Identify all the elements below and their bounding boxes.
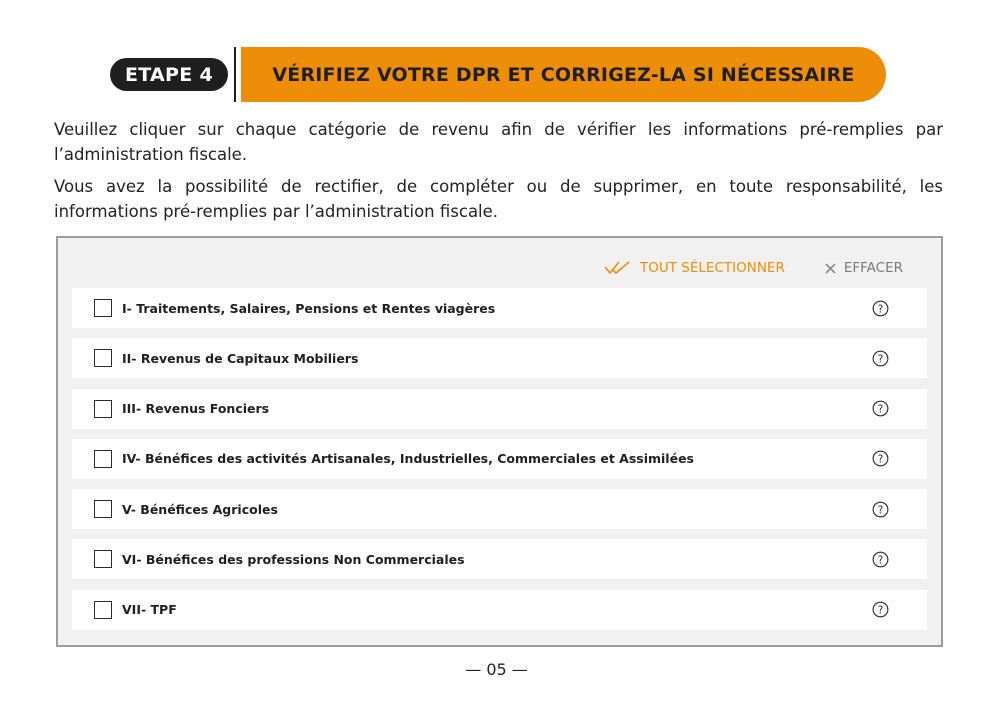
selection-toolbar [604, 258, 903, 278]
select-all-label: TOUT SÉLECTIONNER [640, 260, 785, 276]
category-row[interactable] [72, 439, 927, 479]
svg-text:?: ? [877, 353, 884, 366]
intro-paragraph-2: Vous avez la possibilité de rectifier, de compléter ou de supprimer, en toute responsabilité, les informations pré-remplies par l’administration fiscale. [54, 177, 943, 221]
clear-label: EFFACER [843, 260, 903, 276]
svg-text:?: ? [877, 503, 884, 516]
category-label: VII- TPF [122, 602, 177, 618]
svg-text:?: ? [877, 302, 884, 315]
help-icon[interactable] [872, 350, 889, 367]
category-label: IV- Bénéfices des activités Artisanales, Industrielles, Commerciales et Assimilées [122, 451, 694, 467]
category-checkbox[interactable] [94, 500, 112, 518]
income-category-panel [56, 236, 943, 647]
category-row[interactable] [72, 539, 927, 579]
step-badge: ETAPE 4 [110, 58, 228, 91]
category-checkbox[interactable] [94, 450, 112, 468]
help-icon[interactable] [872, 551, 889, 568]
close-icon [825, 263, 836, 274]
category-checkbox[interactable] [94, 601, 112, 619]
help-icon[interactable] [872, 400, 889, 417]
category-row[interactable] [72, 389, 927, 429]
category-label: II- Revenus de Capitaux Mobiliers [122, 350, 359, 366]
svg-text:?: ? [877, 453, 884, 466]
category-row[interactable] [72, 288, 927, 328]
double-check-icon [604, 261, 630, 275]
category-row[interactable] [72, 489, 927, 529]
category-label: VI- Bénéfices des professions Non Commerciales [122, 551, 465, 567]
category-label: I- Traitements, Salaires, Pensions et Rentes viagères [122, 300, 496, 316]
category-row[interactable] [72, 590, 927, 630]
category-checkbox[interactable] [94, 299, 112, 317]
category-checkbox[interactable] [94, 400, 112, 418]
help-icon[interactable] [872, 601, 889, 618]
header-divider [234, 47, 236, 102]
svg-text:?: ? [877, 604, 884, 617]
category-label: III- Revenus Fonciers [122, 401, 270, 417]
help-icon[interactable] [872, 501, 889, 518]
clear-button[interactable] [825, 260, 903, 276]
category-label: V- Bénéfices Agricoles [122, 501, 278, 517]
category-checkbox[interactable] [94, 550, 112, 568]
page-number: — 05 — [465, 660, 528, 679]
step-header [110, 47, 886, 102]
category-list [72, 288, 927, 640]
help-icon[interactable] [872, 450, 889, 467]
svg-text:?: ? [877, 554, 884, 567]
step-title: VÉRIFIEZ VOTRE DPR ET CORRIGEZ-LA SI NÉCESSAIRE [241, 47, 886, 102]
category-checkbox[interactable] [94, 349, 112, 367]
category-row[interactable] [72, 338, 927, 378]
svg-text:?: ? [877, 403, 884, 416]
intro-paragraph-1: Veuillez cliquer sur chaque catégorie de revenu afin de vérifier les informations pré-remplies par l’administration fiscale. [54, 120, 943, 164]
select-all-button[interactable] [604, 260, 785, 276]
help-icon[interactable] [872, 300, 889, 317]
